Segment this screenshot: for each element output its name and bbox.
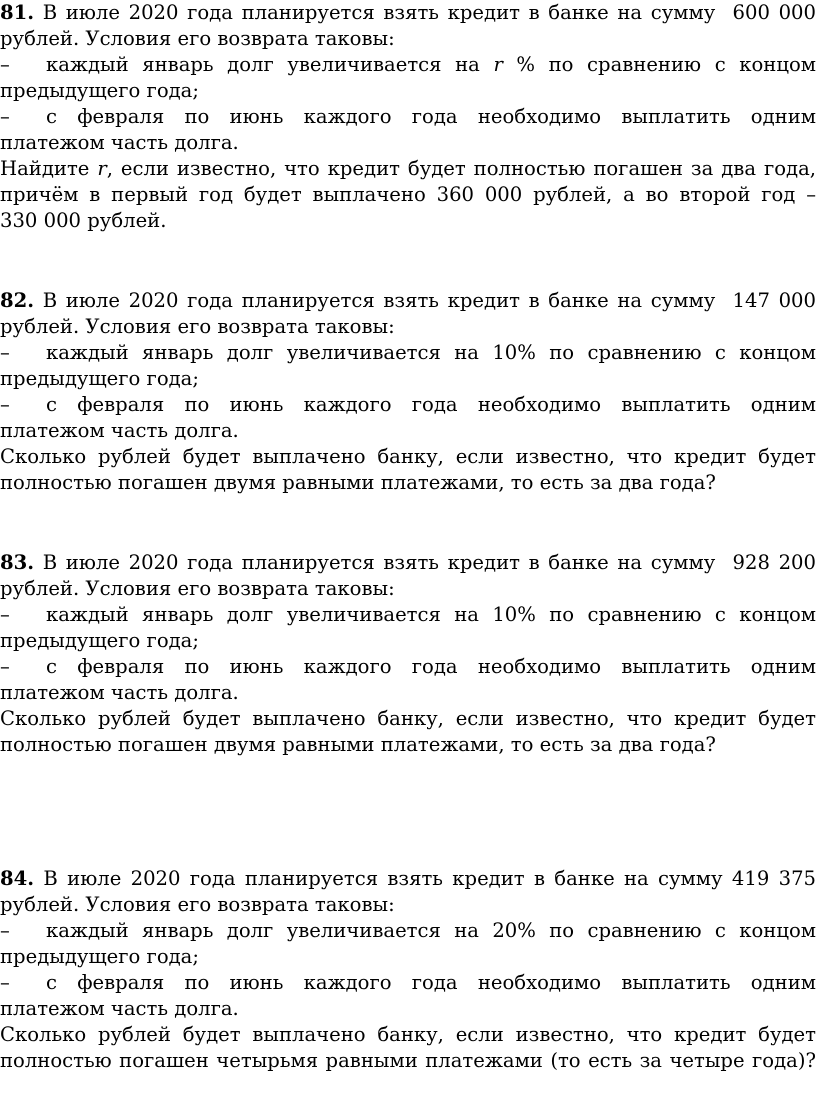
condition-2-text: с февраля по июнь каждого года необходимо выплатить одним [46, 655, 816, 678]
condition-dash: – [0, 53, 10, 76]
condition-2-text: с февраля по июнь каждого года необходимо выплатить одним [46, 393, 816, 416]
condition-2-continuation: платежом часть долга. [0, 419, 239, 442]
problem-83 [0, 550, 816, 758]
condition-1 [0, 918, 816, 944]
variable-r: r [97, 157, 107, 180]
condition-1-continuation: предыдущего года; [0, 79, 199, 102]
question-line-2: причём в первый год будет выплачено 360 000 рублей, а во второй год – [0, 183, 816, 206]
condition-2-continuation: платежом часть долга. [0, 131, 239, 154]
problem-number: 83. [0, 551, 35, 574]
condition-2 [0, 970, 816, 996]
question-line-1: Сколько рублей будет выплачено банку, если известно, что кредит будет [0, 707, 816, 730]
condition-1-part-b: % по сравнению с концом [516, 53, 816, 76]
question-part-b: , если известно, что кредит будет полностью погашен за два года, [106, 157, 816, 180]
condition-2 [0, 392, 816, 418]
condition-1-text: каждый январь долг увеличивается на 10% по сравнению с концом [46, 603, 816, 626]
problem-intro-text: В июле 2020 года планируется взять кредит в банке на сумму [42, 289, 716, 312]
condition-1-text: каждый январь долг увеличивается на 20% по сравнению с концом [46, 919, 816, 942]
loan-amount: 600 000 [732, 1, 816, 24]
condition-dash: – [0, 341, 10, 364]
question-line-1 [0, 156, 816, 182]
question-line-1: Сколько рублей будет выплачено банку, если известно, что кредит будет [0, 1023, 816, 1046]
problem-82 [0, 288, 816, 496]
condition-dash: – [0, 603, 10, 626]
question-part-a: Найдите [0, 157, 90, 180]
condition-2-text: с февраля по июнь каждого года необходимо выплатить одним [46, 105, 816, 128]
problem-intro-line [0, 0, 816, 26]
question-line-1: Сколько рублей будет выплачено банку, если известно, что кредит будет [0, 445, 816, 468]
condition-2 [0, 654, 816, 680]
condition-1-continuation: предыдущего года; [0, 629, 199, 652]
problem-intro-line-2: рублей. Условия его возврата таковы: [0, 577, 395, 600]
condition-1-continuation: предыдущего года; [0, 945, 199, 968]
problem-intro-line [0, 866, 816, 892]
problem-number: 84. [0, 867, 35, 890]
problem-intro-line-2: рублей. Условия его возврата таковы: [0, 27, 395, 50]
problem-81 [0, 0, 816, 234]
problem-intro-line [0, 288, 816, 314]
condition-2 [0, 104, 816, 130]
condition-1 [0, 602, 816, 628]
condition-1-text: каждый январь долг увеличивается на 10% по сравнению с концом [46, 341, 816, 364]
problem-intro-text: В июле 2020 года планируется взять кредит в банке на сумму [42, 1, 716, 24]
condition-dash: – [0, 655, 10, 678]
condition-1 [0, 52, 816, 78]
loan-amount: 419 375 [731, 867, 816, 890]
problem-intro-line-2: рублей. Условия его возврата таковы: [0, 893, 395, 916]
problem-84 [0, 866, 816, 1074]
condition-1 [0, 340, 816, 366]
condition-dash: – [0, 393, 10, 416]
question-line-2: полностью погашен двумя равными платежами, то есть за два года? [0, 471, 716, 494]
problem-intro-text: В июле 2020 года планируется взять кредит в банке на сумму [43, 867, 723, 890]
loan-amount: 928 200 [732, 551, 816, 574]
condition-dash: – [0, 971, 10, 994]
condition-dash: – [0, 919, 10, 942]
condition-2-text: с февраля по июнь каждого года необходимо выплатить одним [46, 971, 816, 994]
loan-amount: 147 000 [732, 289, 816, 312]
question-line-2: полностью погашен четырьмя равными платежами (то есть за четыре года)? [0, 1049, 816, 1072]
problem-intro-line-2: рублей. Условия его возврата таковы: [0, 315, 395, 338]
problem-intro-text: В июле 2020 года планируется взять кредит в банке на сумму [42, 551, 716, 574]
condition-1-text [46, 52, 816, 78]
problem-number: 82. [0, 289, 35, 312]
condition-1-part-a: каждый январь долг увеличивается на [46, 53, 480, 76]
problem-intro-line [0, 550, 816, 576]
condition-dash: – [0, 105, 10, 128]
problem-number: 81. [0, 1, 35, 24]
variable-r: r [493, 53, 503, 76]
condition-2-continuation: платежом часть долга. [0, 997, 239, 1020]
condition-2-continuation: платежом часть долга. [0, 681, 239, 704]
condition-1-continuation: предыдущего года; [0, 367, 199, 390]
question-line-2: полностью погашен двумя равными платежами, то есть за два года? [0, 733, 716, 756]
question-line-3: 330 000 рублей. [0, 209, 167, 232]
